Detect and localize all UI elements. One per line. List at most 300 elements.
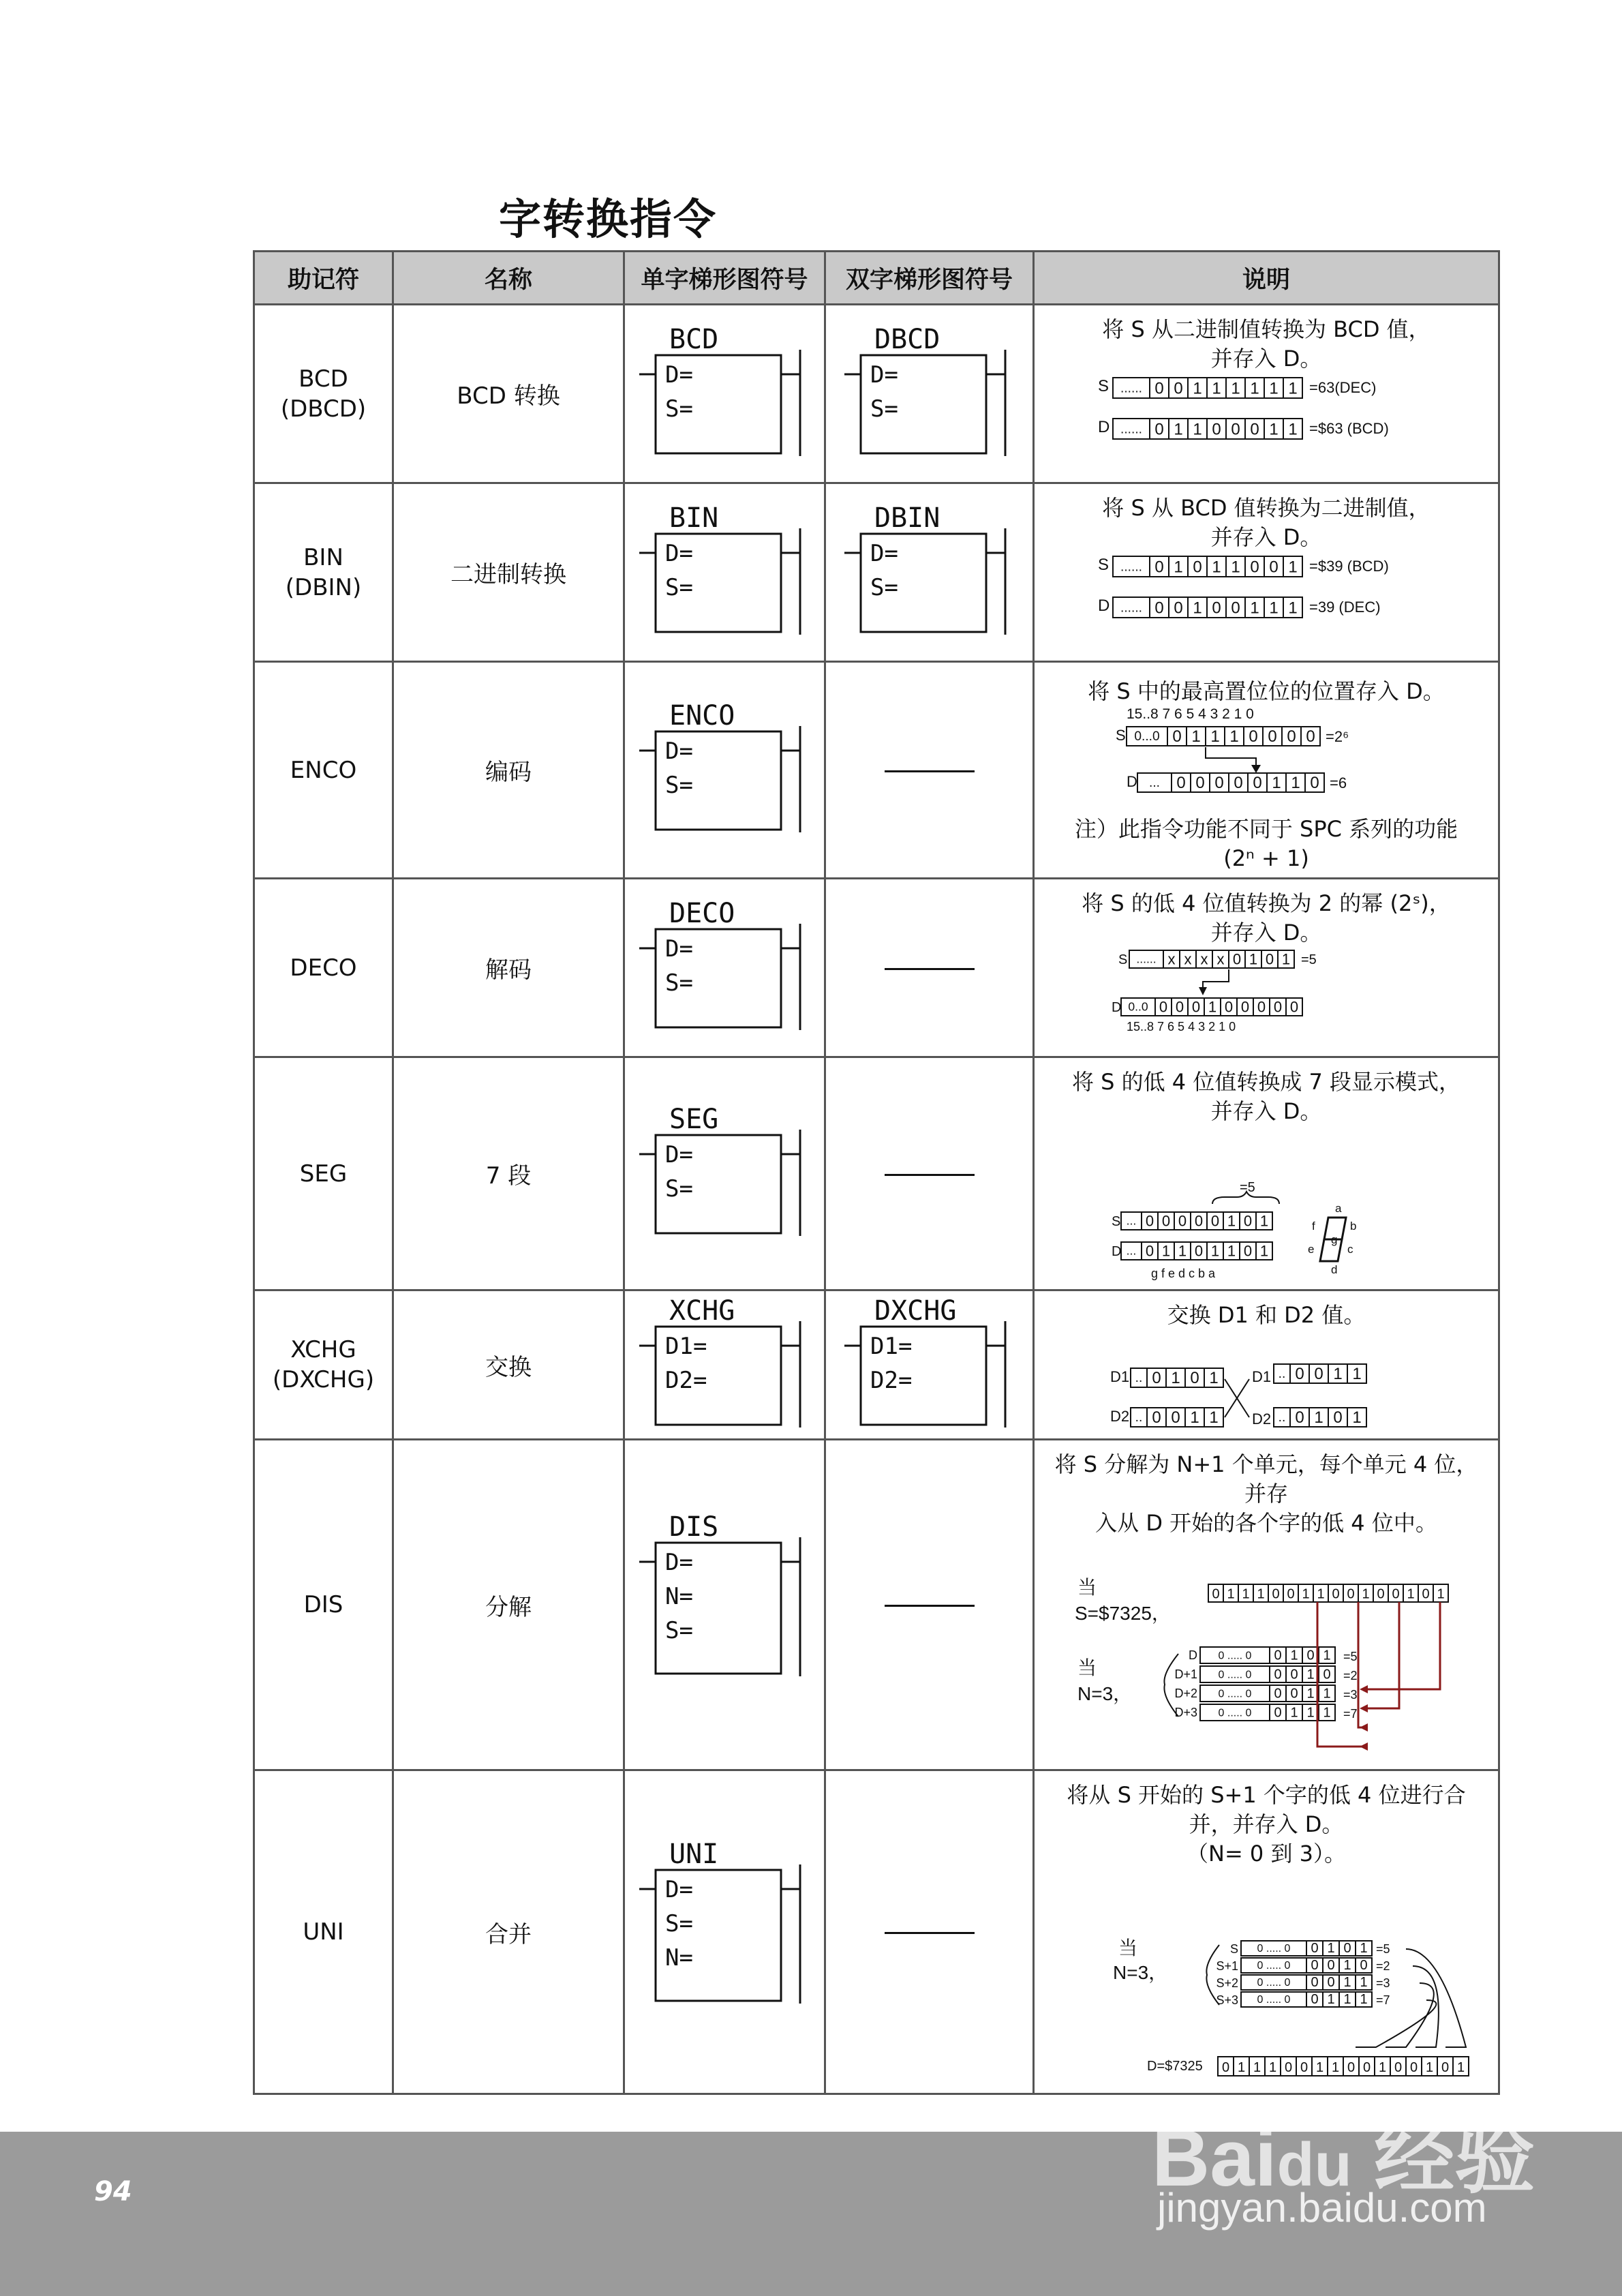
l1-row-bit: 0 <box>1152 1368 1161 1387</box>
s-row-bit: 0 <box>1161 1212 1171 1230</box>
s-row-bit: 1 <box>1227 1212 1236 1230</box>
d-row-bit: 1 <box>1259 1242 1269 1260</box>
s-row-bit: 0 <box>1332 1586 1340 1602</box>
l2-label: D2 <box>1110 1408 1130 1425</box>
double-ladder-cell <box>825 879 1034 1057</box>
description-text: 将 S 分解为 N+1 个单元，每个单元 4 位，并存 入从 D 开始的各个字的低 4 位中。 <box>1054 1451 1478 1536</box>
mnemonic-cell: SEG <box>254 1057 393 1290</box>
uni-row-bit: 0 <box>1311 1992 1319 2008</box>
s-row-bit: 1 <box>1231 558 1240 577</box>
data-flow-line <box>1365 1602 1399 1708</box>
table-header-row <box>254 252 1499 305</box>
d-row-bit: 0 <box>1273 998 1283 1016</box>
when-label-2: 当 <box>1077 1657 1097 1678</box>
table-row <box>254 483 1499 662</box>
desc-diagram-svg <box>1045 1538 1488 1763</box>
s-value: =63(DEC) <box>1309 379 1377 396</box>
single-operand: D= <box>665 1141 693 1168</box>
merge-line <box>1406 1949 1466 2047</box>
row-label: D <box>1189 1648 1197 1662</box>
r2-row-prefix: .. <box>1278 1410 1286 1425</box>
dis-row-bit: 0 <box>1290 1667 1298 1682</box>
segment-label: d <box>1331 1263 1338 1276</box>
description-text: 将 S 的低 4 位值转换成 7 段显示模式， 并存入 D。 <box>1071 1069 1461 1124</box>
uni-row-bit: 0 <box>1311 1941 1319 1957</box>
s-row-bit: 1 <box>1212 558 1221 577</box>
single-operand: S= <box>665 772 693 799</box>
s-equals: S=$7325， <box>1075 1603 1171 1624</box>
uni-row-prefix: 0 ..... 0 <box>1257 1976 1291 1989</box>
single-ladder-symbol <box>632 1510 816 1700</box>
d-row-bit: 0 <box>1231 420 1240 439</box>
data-flow-line <box>1365 1602 1440 1689</box>
d-value: =6 <box>1330 774 1347 791</box>
single-ladder-symbol <box>632 699 816 841</box>
single-ladder-cell <box>624 1057 825 1290</box>
segment-label: e <box>1308 1243 1315 1256</box>
d-row-bit: 1 <box>1174 420 1183 439</box>
d-row-bit: 0 <box>1284 2059 1293 2075</box>
single-ladder-svg <box>632 699 816 835</box>
segment-label: a <box>1335 1202 1342 1215</box>
s-row-bit: 1 <box>1174 558 1183 577</box>
double-ladder-cell <box>825 662 1034 879</box>
dis-row-bit: 1 <box>1290 1648 1298 1663</box>
d-row-bit: 0 <box>1154 599 1164 618</box>
single-operand: S= <box>665 395 693 423</box>
single-operand: S= <box>665 574 693 601</box>
page-number: 94 <box>94 2176 132 2207</box>
r2-row-bit: 1 <box>1352 1408 1362 1427</box>
s-row-bit: 0 <box>1172 727 1182 746</box>
dis-row-prefix: 0 ..... 0 <box>1218 1650 1252 1662</box>
desc-diagram <box>1044 374 1488 482</box>
single-ladder-svg <box>632 1294 816 1430</box>
r2-row-bit: 0 <box>1333 1408 1343 1427</box>
d-row-bit: 0 <box>1409 2059 1418 2075</box>
d-row-bit: 1 <box>1161 1242 1171 1260</box>
double-ladder-svg <box>838 322 1022 459</box>
d-row-prefix: ...... <box>1120 601 1142 616</box>
desc-diagram-svg <box>1045 552 1488 654</box>
single-ladder-symbol <box>632 322 816 465</box>
r1-row-bit: 1 <box>1352 1364 1362 1383</box>
s-row-bit: 0 <box>1268 727 1277 746</box>
r1-row-bit: 0 <box>1295 1364 1304 1383</box>
uni-row-bit: 0 <box>1327 1958 1335 1974</box>
s-row-bit: 1 <box>1362 1586 1370 1602</box>
r2-row-bit: 1 <box>1314 1408 1323 1427</box>
double-operand: D2= <box>870 1366 912 1394</box>
s-row-bit: 1 <box>1212 379 1221 398</box>
single-op-name: DIS <box>669 1511 719 1543</box>
table-row <box>254 305 1499 483</box>
single-op-name: UNI <box>669 1838 719 1870</box>
d-row-bit: 1 <box>1208 998 1217 1016</box>
single-operand: N= <box>665 1582 693 1610</box>
d-row-bit: 0 <box>1159 998 1168 1016</box>
s-row-bit: 1 <box>1407 1586 1415 1602</box>
row-value: =5 <box>1343 1650 1358 1663</box>
header-mnemonic: 助记符 <box>254 252 393 305</box>
arrow-head <box>1199 987 1207 995</box>
dis-row-bit: 0 <box>1274 1648 1282 1663</box>
data-flow-head <box>1360 1704 1368 1712</box>
description-cell <box>1034 1057 1499 1290</box>
name-cell: 编码 <box>393 662 624 879</box>
double-ladder-svg <box>838 501 1022 637</box>
d-value: =39 (DEC) <box>1309 599 1381 616</box>
double-ladder-cell <box>825 1770 1034 2094</box>
table-row <box>254 1770 1499 2094</box>
single-ladder-cell <box>624 305 825 483</box>
s-label: S <box>1112 1214 1121 1229</box>
desc-diagram <box>1044 1330 1488 1438</box>
s-row-prefix: ...... <box>1120 381 1142 396</box>
mnemonic-cell: ENCO <box>254 662 393 879</box>
d-row-bit: 1 <box>1268 2059 1277 2075</box>
double-op-name: DBIN <box>874 502 940 534</box>
single-ladder-cell <box>624 879 825 1057</box>
description-text: 将 S 从二进制值转换为 BCD 值， 并存入 D。 <box>1102 316 1430 372</box>
double-ladder-svg <box>838 1294 1022 1430</box>
data-flow-head <box>1360 1723 1368 1732</box>
s-row-bit: 1 <box>1250 379 1259 398</box>
mnemonic-cell: UNI <box>254 1770 393 2094</box>
description-text: 交换 D1 和 D2 值。 <box>1167 1302 1366 1328</box>
d-row-bit: 1 <box>1193 420 1202 439</box>
arrow-line <box>1203 969 1229 991</box>
uni-row-prefix: 0 ..... 0 <box>1257 1959 1291 1972</box>
d-row-bit: 1 <box>1269 420 1279 439</box>
d-row-bit: 0 <box>1212 599 1221 618</box>
s-row-bit: 0 <box>1212 1586 1220 1602</box>
dis-row-prefix: 0 ..... 0 <box>1218 1688 1252 1700</box>
s-row-bit: 1 <box>1288 558 1298 577</box>
none-dash <box>885 1932 975 1934</box>
header-single-ladder: 单字梯形图符号 <box>624 252 825 305</box>
name-cell: 二进制转换 <box>393 483 624 662</box>
single-ladder-svg <box>632 1102 816 1239</box>
d-row-prefix: ... <box>1149 775 1160 790</box>
single-operand: D1= <box>665 1332 707 1360</box>
dis-row-bit: 0 <box>1274 1686 1282 1702</box>
uni-row-prefix: 0 ..... 0 <box>1257 1942 1291 1954</box>
row-label: D+1 <box>1174 1667 1197 1681</box>
d-row-bit: 0 <box>1240 998 1250 1016</box>
single-operand: D= <box>665 540 693 567</box>
description-text: 将 S 中的最高置位位的位置存入 D。 <box>1088 678 1445 704</box>
bit-index-top: 15..8 7 6 5 4 3 2 1 0 <box>1127 706 1254 722</box>
r1-row-bit: 1 <box>1333 1364 1343 1383</box>
row-label: S+2 <box>1216 1976 1238 1990</box>
s-row-bit: 1 <box>1191 727 1201 746</box>
d-label: D <box>1098 418 1110 436</box>
row-label: S <box>1229 1942 1238 1956</box>
dis-row-bit: 1 <box>1306 1667 1315 1682</box>
single-operand: D2= <box>665 1366 707 1394</box>
double-ladder-cell <box>825 1057 1034 1290</box>
d-row-bit: 0 <box>1195 773 1205 792</box>
uni-row-bit: 1 <box>1360 1992 1368 2008</box>
s-row-bit: 0 <box>1269 558 1279 577</box>
description-text: 将从 S 开始的 S+1 个字的低 4 位进行合 并，并存入 D。 （N= 0 到 3）。 <box>1067 1782 1466 1867</box>
d-row-bit: 0 <box>1174 599 1183 618</box>
data-flow-head <box>1360 1742 1368 1751</box>
s-label: S <box>1098 556 1110 574</box>
d-row-bit: 1 <box>1237 2059 1246 2075</box>
d-row-bit: 0 <box>1300 2059 1309 2075</box>
s-row-bit: 1 <box>1210 727 1220 746</box>
d-row-bit: 0 <box>1441 2059 1450 2075</box>
single-op-name: BIN <box>669 502 719 534</box>
d-row-bit: 0 <box>1212 420 1221 439</box>
s-row-bit: 0 <box>1243 1212 1253 1230</box>
row-value: =3 <box>1343 1688 1358 1702</box>
d-row-bit: 1 <box>1210 1242 1220 1260</box>
single-operand: S= <box>665 1616 693 1644</box>
d-label: D <box>1127 772 1137 790</box>
bit-index-bottom: 15..8 7 6 5 4 3 2 1 0 <box>1127 1020 1236 1033</box>
single-ladder-cell <box>624 1290 825 1440</box>
s-row-bit: 1 <box>1288 379 1298 398</box>
segment-label: g <box>1331 1233 1338 1246</box>
s-row-bit: 1 <box>1242 1586 1250 1602</box>
desc-diagram <box>1044 1126 1488 1289</box>
brace-value: =5 <box>1240 1180 1255 1195</box>
single-operand: D= <box>665 361 693 389</box>
header-name: 名称 <box>393 252 624 305</box>
r1-row-bit: 0 <box>1314 1364 1323 1383</box>
double-ladder-symbol <box>838 322 1022 465</box>
single-ladder-svg <box>632 1837 816 2021</box>
s-row-bit: 0 <box>1210 1212 1220 1230</box>
s-row-bit: 1 <box>1227 1586 1235 1602</box>
s-row-bit: 1 <box>1231 379 1240 398</box>
s-row-bit: x <box>1216 950 1225 968</box>
d-row-bit: 0 <box>1175 998 1184 1016</box>
description-cell <box>1034 483 1499 662</box>
uni-row-bit: 1 <box>1360 1941 1368 1957</box>
s-row-bit: 0 <box>1287 1586 1295 1602</box>
segment-label: c <box>1347 1243 1353 1256</box>
mnemonic-cell: DECO <box>254 879 393 1057</box>
s-row-bit: 0 <box>1194 1212 1204 1230</box>
dis-row-bit: 1 <box>1306 1705 1315 1721</box>
mnemonic-cell: XCHG (DXCHG) <box>254 1290 393 1440</box>
table-row <box>254 662 1499 879</box>
double-ladder-symbol <box>838 1294 1022 1436</box>
d-row-bit: 1 <box>1269 599 1279 618</box>
d-row-bit: 0 <box>1224 998 1234 1016</box>
none-dash <box>885 770 975 772</box>
s-row-bit: x <box>1184 950 1192 968</box>
desc-diagram-svg <box>1045 1869 1488 2087</box>
header-double-ladder: 双字梯形图符号 <box>825 252 1034 305</box>
segment-letters: g f e d c b a <box>1151 1267 1216 1280</box>
s-row-bit: 1 <box>1317 1586 1325 1602</box>
single-ladder-svg <box>632 322 816 459</box>
uni-row-bit: 0 <box>1360 1958 1368 1974</box>
s-row-bit: 1 <box>1259 1212 1269 1230</box>
double-operand: S= <box>870 574 898 601</box>
s-row-bit: 0 <box>1377 1586 1385 1602</box>
d-label: D <box>1098 596 1110 615</box>
s-row-bit: 0 <box>1347 1586 1355 1602</box>
s-label: S <box>1116 726 1126 744</box>
row-value: =7 <box>1376 1993 1390 2007</box>
s-row-bit: 0 <box>1422 1586 1430 1602</box>
double-ladder-cell <box>825 305 1034 483</box>
d-row-bit: 1 <box>1272 773 1281 792</box>
single-operand: S= <box>665 1909 693 1937</box>
desc-diagram <box>1044 948 1488 1056</box>
s-row-bit: 0 <box>1232 950 1242 968</box>
d-row-bit: 1 <box>1288 599 1298 618</box>
double-operand: S= <box>870 395 898 423</box>
s-row-bit: 1 <box>1437 1586 1445 1602</box>
none-dash <box>885 1605 975 1607</box>
d-label: D=$7325 <box>1147 2059 1203 2074</box>
dis-row-bit: 0 <box>1274 1667 1282 1682</box>
s-row-bit: 1 <box>1249 950 1258 968</box>
name-cell: 交换 <box>393 1290 624 1440</box>
row-label: D+2 <box>1174 1687 1197 1700</box>
d-label: D <box>1112 1000 1122 1015</box>
name-cell: 解码 <box>393 879 624 1057</box>
l2-row-bit: 0 <box>1152 1408 1161 1427</box>
d-row-bit: 0 <box>1194 1242 1204 1260</box>
s-row-prefix: ...... <box>1136 952 1157 966</box>
s-row-bit: 0 <box>1287 727 1296 746</box>
row-value: =3 <box>1376 1976 1390 1990</box>
d-row-bit: 1 <box>1288 420 1298 439</box>
dis-row-bit: 1 <box>1290 1705 1298 1721</box>
d-label: D <box>1112 1244 1122 1259</box>
d-row-bit: 0 <box>1176 773 1186 792</box>
s-row-bit: 0 <box>1178 1212 1187 1230</box>
s-row-bit: 0 <box>1392 1586 1400 1602</box>
s-row-bit: 0 <box>1250 558 1259 577</box>
l2-row-bit: 0 <box>1171 1408 1180 1427</box>
row-value: =2 <box>1376 1959 1390 1973</box>
uni-row-prefix: 0 ..... 0 <box>1257 1993 1291 2006</box>
uni-row-bit: 1 <box>1343 1958 1351 1974</box>
dis-row-bit: 0 <box>1274 1705 1282 1721</box>
single-operand: N= <box>665 1944 693 1972</box>
mnemonic-cell: BCD (DBCD) <box>254 305 393 483</box>
double-operand: D1= <box>870 1332 912 1360</box>
double-operand: D= <box>870 540 898 567</box>
dis-row-bit: 0 <box>1323 1667 1331 1682</box>
dis-row-bit: 1 <box>1323 1705 1331 1721</box>
description-cell <box>1034 662 1499 879</box>
s-row-bit: 1 <box>1281 950 1291 968</box>
d-row-bit: 1 <box>1315 2059 1324 2075</box>
none-dash <box>885 1174 975 1176</box>
double-op-name: DBCD <box>874 324 940 355</box>
none-dash <box>885 968 975 970</box>
mnemonic-cell: DIS <box>254 1440 393 1770</box>
d-row-bit: 0 <box>1214 773 1224 792</box>
description-text: 将 S 从 BCD 值转换为二进制值， 并存入 D。 <box>1102 495 1430 550</box>
s-row-bit: 1 <box>1193 379 1202 398</box>
double-operand: D= <box>870 361 898 389</box>
row-value: =2 <box>1343 1669 1358 1682</box>
s-row-prefix: ...... <box>1120 560 1142 575</box>
single-ladder-symbol <box>632 896 816 1039</box>
table-row <box>254 1290 1499 1440</box>
description-cell <box>1034 879 1499 1057</box>
row-value: =7 <box>1343 1707 1358 1721</box>
single-operand: D= <box>665 1548 693 1576</box>
description-cell <box>1034 1290 1499 1440</box>
d-row-bit: 1 <box>1178 1242 1187 1260</box>
d-row-bit: 0 <box>1289 998 1299 1016</box>
d-row-bit: 0 <box>1253 773 1262 792</box>
d-row-bit: 1 <box>1250 599 1259 618</box>
d-row-bit: 1 <box>1227 1242 1236 1260</box>
r2-label: D2 <box>1252 1410 1272 1428</box>
l2-row-bit: 1 <box>1209 1408 1219 1427</box>
name-cell: 7 段 <box>393 1057 624 1290</box>
data-flow-head <box>1360 1685 1368 1693</box>
row-value: =5 <box>1376 1942 1390 1956</box>
r1-label: D1 <box>1252 1368 1272 1385</box>
s-row-prefix: 0...0 <box>1134 729 1160 744</box>
description-cell <box>1034 305 1499 483</box>
s-value: =5 <box>1301 952 1317 967</box>
d-row-bit: 0 <box>1243 1242 1253 1260</box>
row-label: D+3 <box>1174 1706 1197 1719</box>
dis-row-bit: 0 <box>1290 1686 1298 1702</box>
single-op-name: ENCO <box>669 700 735 731</box>
l2-row-bit: 1 <box>1190 1408 1199 1427</box>
header-description: 说明 <box>1034 252 1499 305</box>
s-row-bit: 1 <box>1257 1586 1265 1602</box>
uni-row-bit: 0 <box>1327 1975 1335 1991</box>
arrow-head <box>1251 765 1261 773</box>
s-row-bit: 0 <box>1145 1212 1154 1230</box>
d-row-bit: 0 <box>1221 2059 1230 2075</box>
table-row <box>254 1057 1499 1290</box>
dis-row-bit: 1 <box>1323 1686 1331 1702</box>
s-row-bit: 1 <box>1269 379 1279 398</box>
single-op-name: BCD <box>669 324 719 355</box>
single-ladder-cell <box>624 1440 825 1770</box>
single-ladder-cell <box>624 662 825 879</box>
d-row-bit: 1 <box>1291 773 1300 792</box>
single-ladder-svg <box>632 501 816 637</box>
single-operand: D= <box>665 935 693 963</box>
uni-row-bit: 0 <box>1311 1958 1319 1974</box>
s-row-bit: 0 <box>1265 950 1274 968</box>
s-row-bit: 0 <box>1154 558 1164 577</box>
d-row-bit: 0 <box>1234 773 1243 792</box>
single-operand: S= <box>665 1175 693 1203</box>
single-ladder-symbol <box>632 1837 816 2027</box>
d-row-bit: 1 <box>1253 2059 1261 2075</box>
single-operand: S= <box>665 969 693 997</box>
d-row-bit: 0 <box>1362 2059 1371 2075</box>
desc-diagram-svg <box>1045 1330 1488 1432</box>
d-value: =$63 (BCD) <box>1309 420 1389 437</box>
d-row-bit: 1 <box>1378 2059 1387 2075</box>
single-operand: D= <box>665 738 693 765</box>
l1-row-bit: 0 <box>1190 1368 1199 1387</box>
mnemonic-cell: BIN (DBIN) <box>254 483 393 662</box>
watermark-url: jingyan.baidu.com <box>1157 2185 1487 2231</box>
